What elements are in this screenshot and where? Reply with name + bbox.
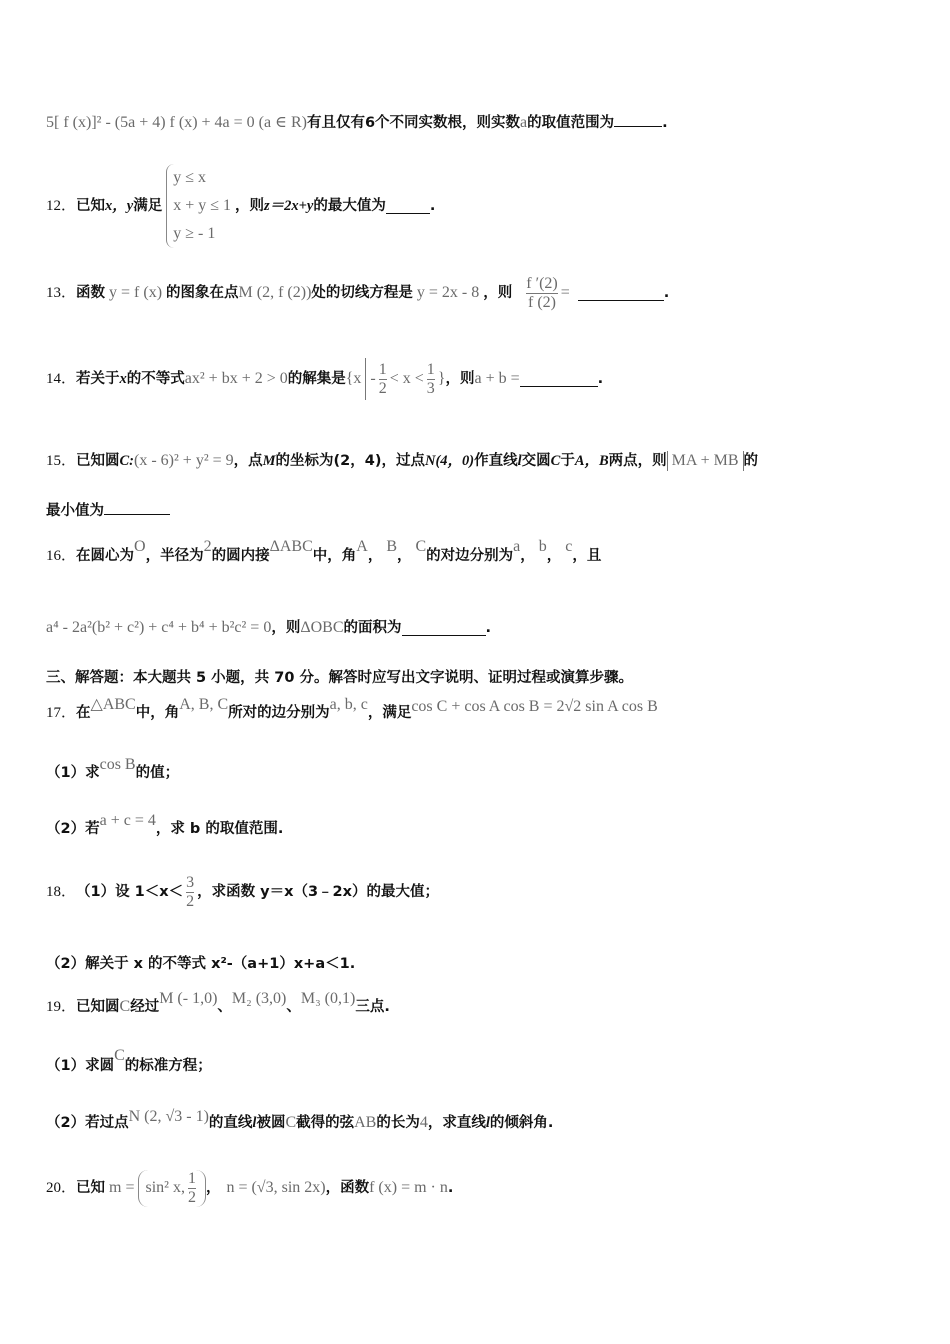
q19-circle: C xyxy=(285,1114,297,1131)
question-19 xyxy=(46,990,390,1024)
q17-sum: a + c = 4 xyxy=(99,812,156,829)
question-number: 16． xyxy=(46,548,77,564)
q19-point-m2: M₂ (3,0) xyxy=(231,990,287,1007)
q15-text: 最小值为 xyxy=(46,503,104,519)
question-18-part2: （2）解关于 x 的不等式 x²-（a+1）x+a＜1. xyxy=(46,956,356,972)
q16-side-a: a xyxy=(513,538,521,555)
q20-sin-squared: sin² x, xyxy=(145,1179,185,1196)
q19-text: 经过 xyxy=(130,999,160,1015)
q14-text: 的不等式 xyxy=(126,371,185,387)
q20-function: f (x) = m · n xyxy=(369,1179,448,1196)
part-label: （2）若过点 xyxy=(46,1115,129,1131)
q11-text: 有且仅有 xyxy=(306,115,365,131)
question-17-part1 xyxy=(46,758,179,788)
q12-text: 满足 xyxy=(133,198,163,214)
frac-denominator: 2 xyxy=(186,892,195,910)
q19-text: 三点. xyxy=(355,999,390,1015)
section-heading: 三、解答题：本大题共 5 小题，共 70 分。解答时应写出文字说明、证明过程或演算步骤。 xyxy=(46,670,633,686)
question-16 xyxy=(46,540,601,572)
constraint-3: y ≥ - 1 xyxy=(173,225,216,242)
q11-equation: 5[ f (x)]² - (5a + 4) f (x) + 4a = 0 (a ∈ R) xyxy=(46,114,307,131)
q12-text: ，则 xyxy=(235,198,265,214)
question-number: 14． xyxy=(46,371,77,387)
q15-text: 的坐标为(2，4)，过点 xyxy=(275,453,425,469)
question-17 xyxy=(46,696,658,730)
q14-text: 若关于 xyxy=(76,371,120,387)
q12-text: 的最大值为 xyxy=(313,198,386,214)
part-label: （1）求 xyxy=(46,765,100,781)
answer-blank xyxy=(520,372,598,387)
q15-text: 作直线 xyxy=(474,453,518,469)
q15-text: 于 xyxy=(560,453,575,469)
frac-half xyxy=(379,361,387,398)
q16-triangle: ΔABC xyxy=(269,538,313,555)
q19-point-m3: M₃ (0,1) xyxy=(300,990,356,1007)
q16-center: O xyxy=(134,538,146,555)
q12-text: 已知 xyxy=(76,198,106,214)
q17-text: ，求 b 的取值范围. xyxy=(155,821,284,837)
part-label: （2）若 xyxy=(46,821,100,837)
q14-text: ，则 xyxy=(445,371,475,387)
q15-point-m: M xyxy=(262,453,276,469)
set-divider xyxy=(365,358,366,400)
q15-vector-norm: MA + MB xyxy=(667,451,744,471)
solution-set xyxy=(346,358,446,400)
q17-sides: a, b, c xyxy=(329,696,368,713)
question-number: 13． xyxy=(46,285,77,301)
question-number: 15． xyxy=(46,453,77,469)
q16-sep: ， xyxy=(367,548,383,564)
q17-text: 中，角 xyxy=(135,705,180,721)
frac-numerator: 1 xyxy=(378,360,387,378)
question-17-part2 xyxy=(46,814,283,844)
q19-text: 截得的弦 xyxy=(296,1115,355,1131)
q16-radius: 2 xyxy=(203,538,212,555)
q18-fraction xyxy=(186,874,194,911)
q16-text: ，且 xyxy=(572,548,602,564)
q15-text: 交圆 xyxy=(521,453,551,469)
q16-text: 的面积为 xyxy=(343,620,402,636)
answer-blank xyxy=(614,112,662,127)
q15-circle-eq: (x - 6)² + y² = 9 xyxy=(134,452,234,469)
question-number: 17． xyxy=(46,705,77,721)
q16-sep: ， xyxy=(546,548,562,564)
q20-sep: ， xyxy=(205,1180,221,1196)
frac-numerator: 1 xyxy=(426,360,435,378)
q16-sep: ， xyxy=(520,548,535,564)
frac-numerator: 3 xyxy=(186,873,195,891)
q13-text: 的图象在点 xyxy=(166,285,239,301)
part-label: （1）求圆 xyxy=(46,1058,115,1074)
q12-vars: x，y xyxy=(105,198,134,214)
q11-var: a xyxy=(520,114,528,131)
q15-circle: C xyxy=(550,453,561,469)
q20-vector-m: m = xyxy=(109,1179,135,1196)
q18-text: （1）设 1＜x＜ xyxy=(76,884,184,900)
q16-text: ，半径为 xyxy=(145,548,204,564)
q19-sep: 、 xyxy=(286,999,301,1015)
q19-text: ，求直线 xyxy=(427,1115,486,1131)
question-19-part1 xyxy=(46,1047,212,1082)
minus-sign: - xyxy=(370,370,376,387)
answer-blank xyxy=(104,500,170,515)
q12-objective: z＝2x+y xyxy=(264,198,314,214)
q16-sep: ， xyxy=(397,548,412,564)
question-20 xyxy=(46,1164,453,1212)
q15-text: 的 xyxy=(743,453,758,469)
q15-text: 已知圆 xyxy=(76,453,120,469)
frac-numerator: 1 xyxy=(187,1169,196,1187)
q11-text: 个不同实数根，则实数 xyxy=(375,115,521,131)
question-12: 12． 已知 x，y 满足 y ≤ x x + y ≤ 1 y ≥ - 1 ，则 z＝2x+y 的最大值为 . xyxy=(46,164,435,248)
q19-text: 的直线 xyxy=(208,1115,253,1131)
q17-text: ，满足 xyxy=(367,705,412,721)
q17-text: 所对的边分别为 xyxy=(228,705,330,721)
q20-m-components xyxy=(138,1170,205,1207)
q13-equals: = xyxy=(560,284,570,301)
q13-text: 处的切线方程是 xyxy=(311,285,413,301)
q20-text: 已知 xyxy=(76,1180,106,1196)
question-number: 12． xyxy=(46,198,77,214)
q19-line: l xyxy=(252,1115,257,1131)
q15-text: ，点 xyxy=(233,453,263,469)
q15-circle-name: C: xyxy=(119,453,135,469)
q20-text: ，函数 xyxy=(325,1180,370,1196)
question-14: 14． 若关于 x 的不等式 ax² + bx + 2 > 0 的解集是 {x - $\frac{1}{2}$ < x < $\frac{1}{3}$ } ，则 a + b = . xyxy=(46,354,603,404)
q15-points: A，B xyxy=(574,453,609,469)
q19-circle: C xyxy=(119,998,131,1015)
answer-blank xyxy=(402,621,486,636)
q16-triangle-obc: ΔOBC xyxy=(300,619,344,636)
set-open: {x xyxy=(345,370,362,387)
frac-third xyxy=(427,361,435,398)
frac-denominator: f (2) xyxy=(528,293,556,311)
q16-text: 在圆心为 xyxy=(76,548,135,564)
q18-text: ，求函数 y＝x（3﹣2x）的最大值； xyxy=(197,884,439,900)
q16-text: 中，角 xyxy=(312,548,357,564)
q13-point: M (2, f (2)) xyxy=(238,284,312,301)
q17-cosb: cos B xyxy=(99,756,136,773)
q16-text: ，则 xyxy=(271,620,301,636)
q19-point-m1: M (- 1,0) xyxy=(159,990,218,1007)
q15-line: l xyxy=(517,453,522,469)
q11-text: 的取值范围为 xyxy=(527,115,615,131)
question-number: 19． xyxy=(46,999,77,1015)
q14-var: x xyxy=(119,371,127,387)
frac-denominator: 2 xyxy=(187,1188,196,1206)
q17-text: 的值； xyxy=(135,765,180,781)
q20-vector-n: n = (√3, sin 2x) xyxy=(226,1179,326,1196)
q16-side-b: b xyxy=(538,538,547,555)
q19-text: 的倾斜角. xyxy=(489,1115,554,1131)
q19-text: 的长为 xyxy=(376,1115,420,1131)
frac-denominator: 2 xyxy=(378,379,387,397)
q16-angle-b: B xyxy=(386,538,397,555)
q19-chord: AB xyxy=(354,1114,377,1131)
q16-equation: a⁴ - 2a²(b² + c²) + c⁴ + b⁴ + b²c² = 0 xyxy=(46,619,272,636)
constraint-2: x + y ≤ 1 xyxy=(173,197,232,214)
q13-text: ，则 xyxy=(483,285,513,301)
question-number: 18． xyxy=(46,884,77,900)
q13-text: 函数 xyxy=(76,285,106,301)
q15-point-n: N(4，0) xyxy=(424,453,475,469)
q19-circle: C xyxy=(114,1047,125,1064)
question-18 xyxy=(46,870,439,914)
q16-angle-c: C xyxy=(415,538,427,555)
q17-text: 在 xyxy=(76,705,91,721)
q20-half xyxy=(188,1170,196,1207)
question-16-line2: a⁴ - 2a²(b² + c²) + c⁴ + b⁴ + b²c² = 0 ，则 ΔOBC 的面积为 . xyxy=(46,619,492,636)
question-15-line2 xyxy=(46,500,170,521)
q17-angles: A, B, C xyxy=(179,696,229,713)
q14-sum: a + b = xyxy=(474,370,520,387)
question-13: 13． 函数 y = f (x) 的图象在点 M (2, f (2)) 处的切线方程是 y = 2x - 8 ，则 $\frac{f '(2)}{f (2)}$ = . xyxy=(46,274,670,311)
q19-point-n: N (2, √3 - 1) xyxy=(128,1108,209,1125)
constraint-system xyxy=(166,164,231,248)
q19-text: 的标准方程； xyxy=(124,1058,212,1074)
q16-text: 的对边分别为 xyxy=(426,548,514,564)
q17-condition: cos C + cos A cos B = 2√2 sin A cos B xyxy=(411,698,658,715)
q19-text: 已知圆 xyxy=(76,999,120,1015)
constraint-1: y ≤ x xyxy=(173,169,206,186)
frac-numerator: f ′(2) xyxy=(526,274,558,292)
q11-tail: 5[ f (x)]² - (5a + 4) f (x) + 4a = 0 (a ∈ R)有且仅有6个不同实数根，则实数a的取值范围为 . xyxy=(46,114,668,131)
less-than: < x < xyxy=(389,370,424,387)
q16-text: 的圆内接 xyxy=(211,548,270,564)
q20-end: . xyxy=(447,1180,454,1196)
q13-fraction xyxy=(526,275,557,312)
q19-line: l xyxy=(485,1115,490,1131)
question-number: 20． xyxy=(46,1180,77,1196)
frac-denominator: 3 xyxy=(426,379,435,397)
set-close: } xyxy=(437,370,446,387)
answer-blank xyxy=(578,286,664,301)
q19-length: 4 xyxy=(419,1114,428,1131)
answer-blank xyxy=(386,199,430,214)
q13-function: y = f (x) xyxy=(109,284,163,301)
q15-text: 两点，则 xyxy=(608,453,667,469)
q16-angle-a: A xyxy=(356,538,368,555)
q19-sep: 、 xyxy=(217,999,232,1015)
q14-inequality: ax² + bx + 2 > 0 xyxy=(184,370,288,387)
q16-side-c: c xyxy=(565,538,573,555)
q13-tangent: y = 2x - 8 xyxy=(416,284,480,301)
question-19-part2 xyxy=(46,1106,553,1140)
q19-text: 被圆 xyxy=(256,1115,286,1131)
question-15 xyxy=(46,448,758,474)
q17-triangle: △ABC xyxy=(90,696,136,713)
q14-text: 的解集是 xyxy=(287,371,346,387)
q11-six: 6 xyxy=(364,115,376,131)
